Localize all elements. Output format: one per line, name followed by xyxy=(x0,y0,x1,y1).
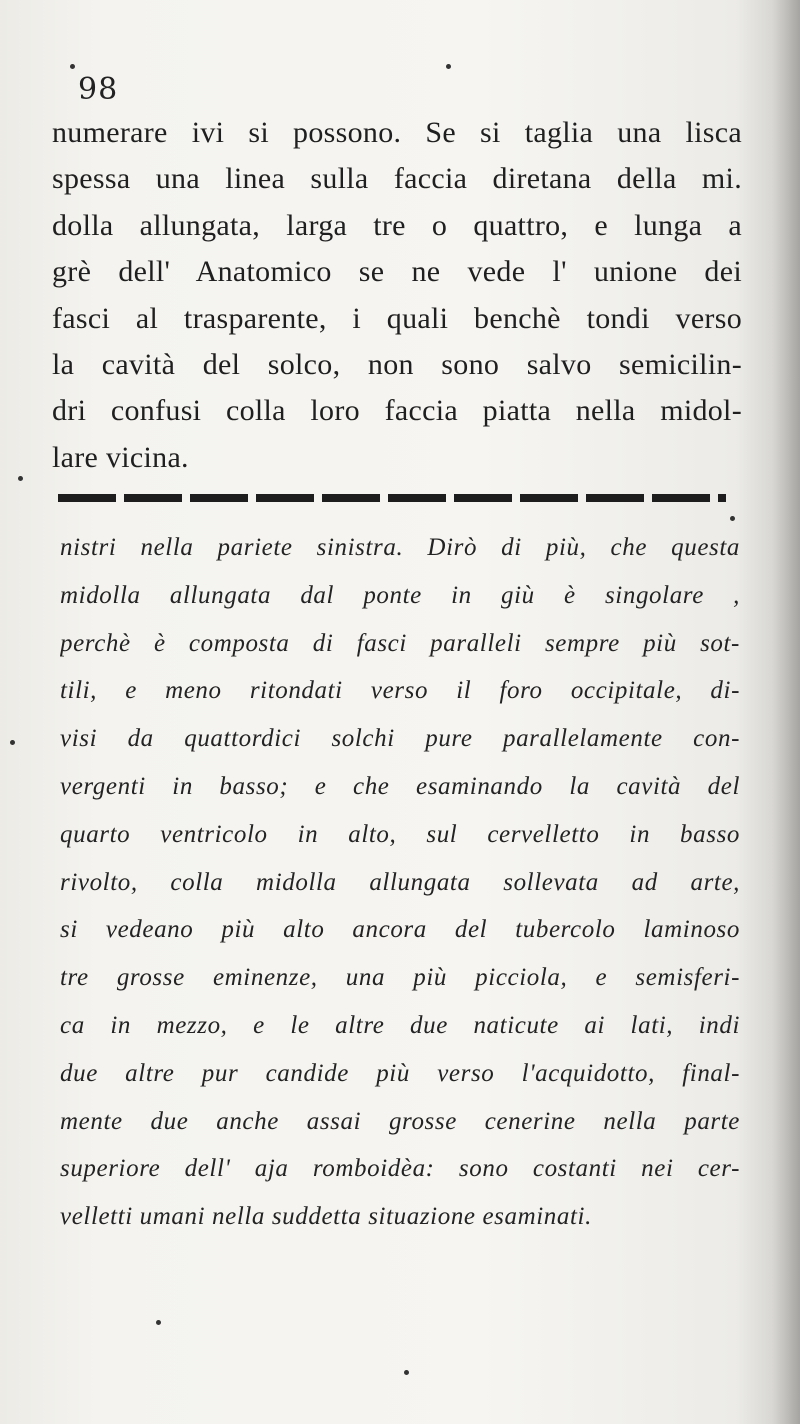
footnote-text-line: nistri nella pariete sinistra. Dirò di più, che questa xyxy=(60,534,740,561)
footnote-text-line: superiore dell' aja romboidèa: sono costanti nei cer- xyxy=(60,1155,740,1183)
dashed-separator-rule xyxy=(58,494,726,502)
upper-text-line: grè dell' Anatomico se ne vede l' unione dei xyxy=(52,255,742,289)
footnote-text-line: due altre pur candide più verso l'acquidotto, final- xyxy=(60,1059,740,1087)
footnote-text-line: midolla allungata dal ponte in giù è singolare , xyxy=(60,581,740,609)
scan-speck xyxy=(404,1370,409,1375)
upper-text-line: spessa una linea sulla faccia diretana della mi. xyxy=(52,162,742,196)
scan-speck xyxy=(156,1320,161,1325)
footnote-text-line: rivolto, colla midolla allungata sollevata ad arte, xyxy=(60,868,740,896)
scan-speck xyxy=(70,64,75,69)
footnote-text-line: mente due anche assai grosse cenerine nella parte xyxy=(60,1107,740,1135)
scan-speck xyxy=(730,516,735,521)
scan-speck xyxy=(446,64,451,69)
upper-text-line: lare vicina. xyxy=(52,440,189,474)
page-number: 98 xyxy=(78,72,119,107)
scan-speck xyxy=(18,476,23,481)
footnote-text-line: quarto ventricolo in alto, sul cervelletto in basso xyxy=(60,820,740,848)
footnote-text-line: tili, e meno ritondati verso il foro occipitale, di- xyxy=(60,677,740,705)
upper-text-line: dri confusi colla loro faccia piatta nella midol- xyxy=(52,394,742,428)
footnote-text-line: perchè è composta di fasci paralleli sempre più sot- xyxy=(60,629,740,657)
footnote-text-line: si vedeano più alto ancora del tubercolo laminoso xyxy=(60,916,740,944)
footnote-text-line: tre grosse eminenze, una più picciola, e semisferi- xyxy=(60,964,740,992)
upper-text-line: numerare ivi si possono. Se si taglia una lisca xyxy=(52,116,742,149)
footnote-text-block xyxy=(60,524,740,1241)
upper-text-line: la cavità del solco, non sono salvo semicilin- xyxy=(52,347,742,381)
footnote-text-line: ca in mezzo, e le altre due naticute ai lati, indi xyxy=(60,1011,740,1039)
footnote-text-line: velletti umani nella suddetta situazione esaminati. xyxy=(60,1203,592,1231)
footnote-text-line: vergenti in basso; e che esaminando la cavità del xyxy=(60,772,740,800)
upper-text-line: dolla allungata, larga tre o quattro, e lunga a xyxy=(52,208,742,242)
upper-text-block xyxy=(52,110,742,481)
scan-speck xyxy=(10,740,15,745)
page-edge-shadow xyxy=(772,0,800,1424)
footnote-text-line: visi da quattordici solchi pure parallelamente con- xyxy=(60,725,740,753)
upper-text-line: fasci al trasparente, i quali benchè tondi verso xyxy=(52,301,742,335)
